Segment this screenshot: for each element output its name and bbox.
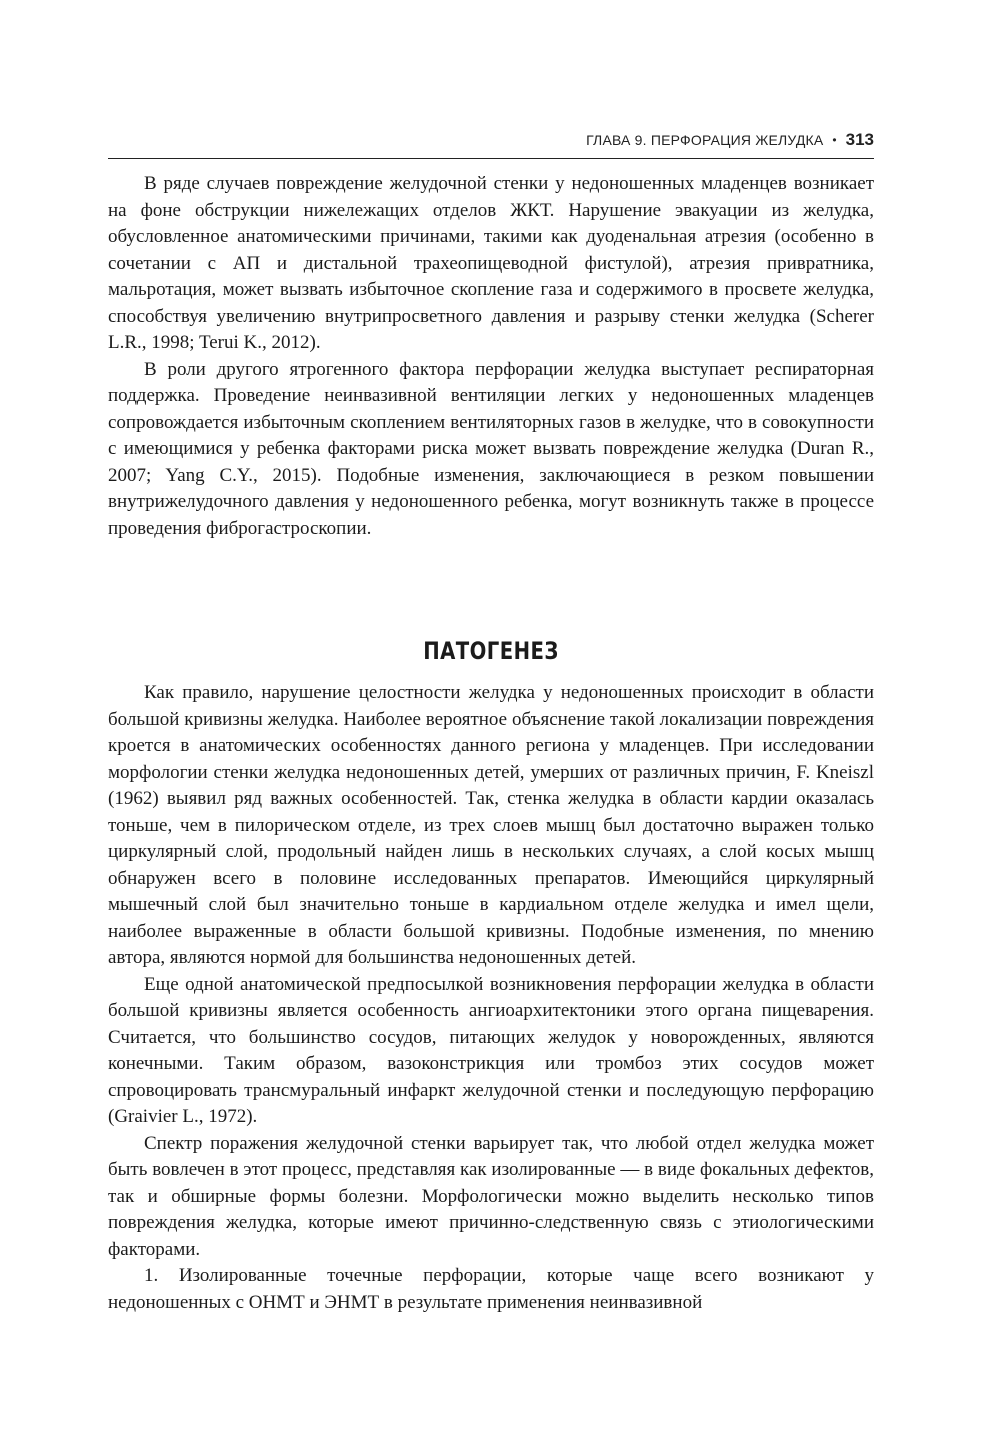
section-heading: ПАТОГЕНЕЗ bbox=[423, 637, 559, 665]
page-number: 313 bbox=[845, 130, 874, 149]
paragraph: Как правило, нарушение целостности желудка у недоношенных происходит в области большой кривизны желудка. Наиболее вероятное объяснение такой локализации повреждения кроется в анатомических особенностях данного региона у младенцев. При исследовании морфологии стенки желудка недоношенных детей, умерших от различных причин, F. Kneiszl (1962) выявил ряд важных особенностей. Так, стенка желудка в области кардии оказалась тоньше, чем в пилорическом отделе, из трех слоев мышц был достаточно выражен только циркулярный слой, продольный найден лишь в нескольких случаях, а слой косых мышц обнаружен всего в половине исследованных препаратов. Имеющийся циркулярный мышечный слой был значительно тоньше в кардиальном отделе желудка и имел щели, наиболее выраженные в области большой кривизны. Подобные изменения, по мнению автора, являются нормой для большинства недоношенных детей. bbox=[108, 682, 874, 968]
page-header bbox=[108, 130, 874, 159]
paragraph: Еще одной анатомической предпосылкой возникновения перфорации желудка в области большой кривизны является особенность ангиоархитектоники этого органа пищеварения. Считается, что большинство сосудов, питающих желудок у новорожденных, являются конечными. Таким образом, вазоконстрикция или тромбоз этих сосудов может спровоцировать трансмуральный инфаркт желудочной стенки и последующую перфорацию (Graivier L., 1972). bbox=[108, 973, 874, 1127]
paragraph: 1. Изолированные точечные перфорации, которые чаще всего возникают у недоношенных с ОНМТ и ЭНМТ в результате применения неинвазивной bbox=[108, 1265, 874, 1313]
pathogenesis-section bbox=[108, 680, 874, 1316]
intro-section bbox=[108, 171, 874, 542]
paragraph: В роли другого ятрогенного фактора перфорации желудка выступает респираторная поддержка. Проведение неинвазивной вентиляции легких у недоношенных младенцев сопровождается избыточным скоплением вентиляторных газов в желудке, что в совокупности с имеющимися у ребенка факторами риска может вызвать повреждение желудка (Duran R., 2007; Yang C.Y., 2015). Подобные изменения, заключающиеся в резком повышении внутрижелудочного давления у недоношенного ребенка, могут возникнуть также в процессе проведения фиброгастроскопии. bbox=[108, 358, 874, 539]
paragraph: Спектр поражения желудочной стенки варьирует так, что любой отдел желудка может быть вовлечен в этот процесс, представляя как изолированные — в виде фокальных дефектов, так и обширные формы болезни. Морфологически можно выделить несколько типов повреждения желудка, которые имеют причинно-следственную связь с этиологическими факторами. bbox=[108, 1132, 874, 1260]
running-head-bullet: • bbox=[832, 133, 837, 147]
running-head-chapter: ГЛАВА 9. ПЕРФОРАЦИЯ ЖЕЛУДКА bbox=[586, 132, 824, 148]
paragraph: В ряде случаев повреждение желудочной стенки у недоношенных младенцев возникает на фоне обструкции нижележащих отделов ЖКТ. Нарушение эвакуации из желудка, обусловленное анатомическими причинами, такими как дуоденальная атрезия (особенно в сочетании с АП и дистальной трахеопищеводной фистулой), атрезия привратника, мальротация, может вызвать избыточное скопление газа и содержимого в просвете желудка, способствуя увеличению внутрипросветного давления и разрыву стенки желудка (Scherer L.R., 1998; Terui K., 2012). bbox=[108, 173, 874, 353]
